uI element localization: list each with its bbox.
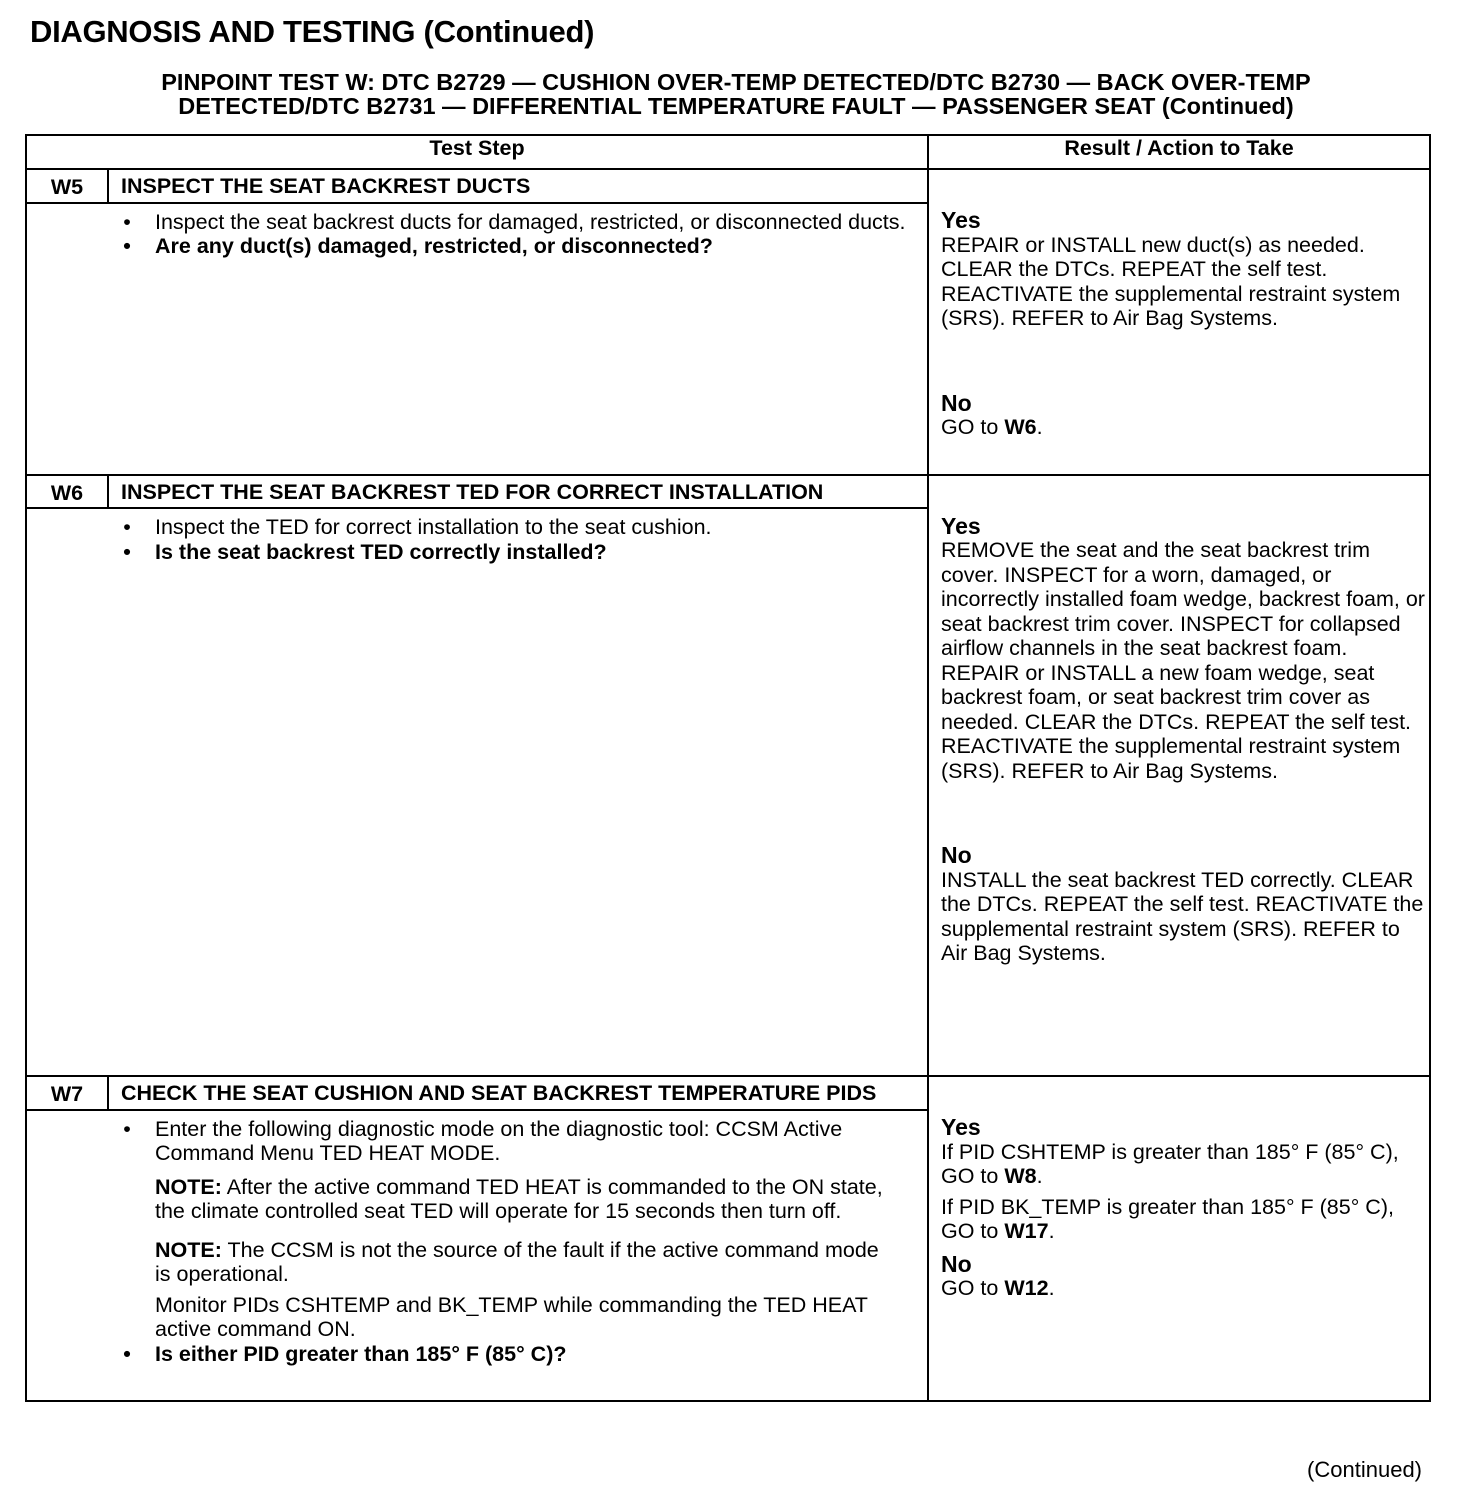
step-title-w6: INSPECT THE SEAT BACKREST TED FOR CORRECT INSTALLATION xyxy=(108,475,928,509)
step-w7-monitor-instruction: Monitor PIDs CSHTEMP and BK_TEMP while commanding the TED HEAT active command ON. xyxy=(155,1292,868,1341)
step-w7-result xyxy=(928,1076,1430,1401)
bullet-icon: • xyxy=(123,234,131,258)
no-label: No xyxy=(941,1250,972,1277)
step-id-w7: W7 xyxy=(26,1076,108,1110)
step-id-w5: W5 xyxy=(26,169,108,203)
step-reference-w8: W8 xyxy=(1004,1164,1037,1188)
test-step-column-header: Test Step xyxy=(26,135,928,169)
step-w6-result xyxy=(928,475,1430,1077)
no-action-text: GO to xyxy=(941,415,999,439)
step-w7-question: • Is either PID greater than 185° F (85° C)? xyxy=(121,1342,897,1367)
yes-action: REPAIR or INSTALL new duct(s) as needed. CLEAR the DTCs. REPEAT the self test. REACTIVATE the supplemental restraint system (SRS). REFER to Air Bag Systems. xyxy=(941,232,1401,330)
yes-action-cshtemp: If PID CSHTEMP is greater than 185° F (85° C), GO to W8. xyxy=(941,1139,1399,1188)
step-w5-result xyxy=(928,169,1430,475)
bullet-icon: • xyxy=(123,539,131,564)
table-header-row xyxy=(26,135,1430,169)
page-heading: DIAGNOSIS AND TESTING (Continued) xyxy=(30,14,595,49)
step-reference-w12: W12 xyxy=(1004,1276,1049,1300)
no-action-period: . xyxy=(1036,415,1043,439)
step-w7-body xyxy=(26,1110,928,1401)
test-title-line-1: PINPOINT TEST W: DTC B2729 — CUSHION OVER-TEMP DETECTED/DTC B2730 — BACK OVER-TEMP xyxy=(161,69,1311,95)
step-w6-question: • Is the seat backrest TED correctly installed? xyxy=(121,540,907,565)
pinpoint-test-table xyxy=(25,134,1431,1402)
step-id-w6: W6 xyxy=(26,475,108,509)
no-action: GO to W12. xyxy=(941,1276,1055,1300)
step-w7-note-1: NOTE: After the active command TED HEAT is commanded to the ON state, the climate controlled seat TED will operate for 15 seconds then turn off. xyxy=(155,1174,883,1223)
step-w6-title-row xyxy=(26,475,1430,509)
no-action xyxy=(941,415,1425,440)
step-reference-w17: W17 xyxy=(1004,1219,1049,1243)
yes-label: Yes xyxy=(941,512,981,539)
step-w7-title-row xyxy=(26,1076,1430,1110)
test-title-line-2: DETECTED/DTC B2731 — DIFFERENTIAL TEMPERATURE FAULT — PASSENGER SEAT (Continued) xyxy=(178,93,1294,119)
pinpoint-test-title xyxy=(26,70,1446,118)
bullet-icon: • xyxy=(123,1341,131,1366)
step-reference-w6: W6 xyxy=(1004,415,1037,439)
no-action: INSTALL the seat backrest TED correctly. CLEAR the DTCs. REPEAT the self test. REACTIVATE the supplemental restraint system (SRS). REFER to Air Bag Systems. xyxy=(941,867,1424,965)
step-title-w7: CHECK THE SEAT CUSHION AND SEAT BACKREST TEMPERATURE PIDS xyxy=(108,1076,928,1110)
continued-label: (Continued) xyxy=(1307,1457,1422,1482)
step-w6-bullet: • Inspect the TED for correct installation to the seat cushion. xyxy=(121,515,907,540)
step-w5-body xyxy=(26,203,928,475)
step-w5-title-row xyxy=(26,169,1430,203)
bullet-icon: • xyxy=(123,515,131,539)
result-column-header: Result / Action to Take xyxy=(928,135,1430,169)
no-label: No xyxy=(941,389,972,416)
yes-label: Yes xyxy=(941,1114,981,1140)
yes-label: Yes xyxy=(941,207,981,233)
step-w7-note-2: NOTE: The CCSM is not the source of the fault if the active command mode is operational. xyxy=(155,1237,879,1286)
yes-action-bktemp: If PID BK_TEMP is greater than 185° F (85° C), GO to W17. xyxy=(941,1194,1394,1243)
step-w6-body xyxy=(26,508,928,1076)
step-w5-question: • Are any duct(s) damaged, restricted, or disconnected? xyxy=(121,234,907,259)
step-w5-bullet: • Inspect the seat backrest ducts for damaged, restricted, or disconnected ducts. xyxy=(121,210,907,235)
step-w7-bullet: • Enter the following diagnostic mode on the diagnostic tool: CCSM Active Command Menu TED HEAT MODE. xyxy=(121,1117,897,1166)
bullet-icon: • xyxy=(123,1116,131,1141)
step-title-w5: INSPECT THE SEAT BACKREST DUCTS xyxy=(108,169,928,203)
no-label: No xyxy=(941,842,972,868)
bullet-icon: • xyxy=(123,209,131,234)
yes-action: REMOVE the seat and the seat backrest trim cover. INSPECT for a worn, damaged, or incorrectly installed foam wedge, backrest foam, or seat backrest trim cover. INSPECT for collapsed airflow channels in the seat backrest foam. REPAIR or INSTALL a new foam wedge, seat backrest foam, or seat backrest trim cover as needed. CLEAR the DTCs. REPEAT the self test. REACTIVATE the supplemental restraint system (SRS). REFER to Air Bag Systems. xyxy=(941,538,1425,783)
